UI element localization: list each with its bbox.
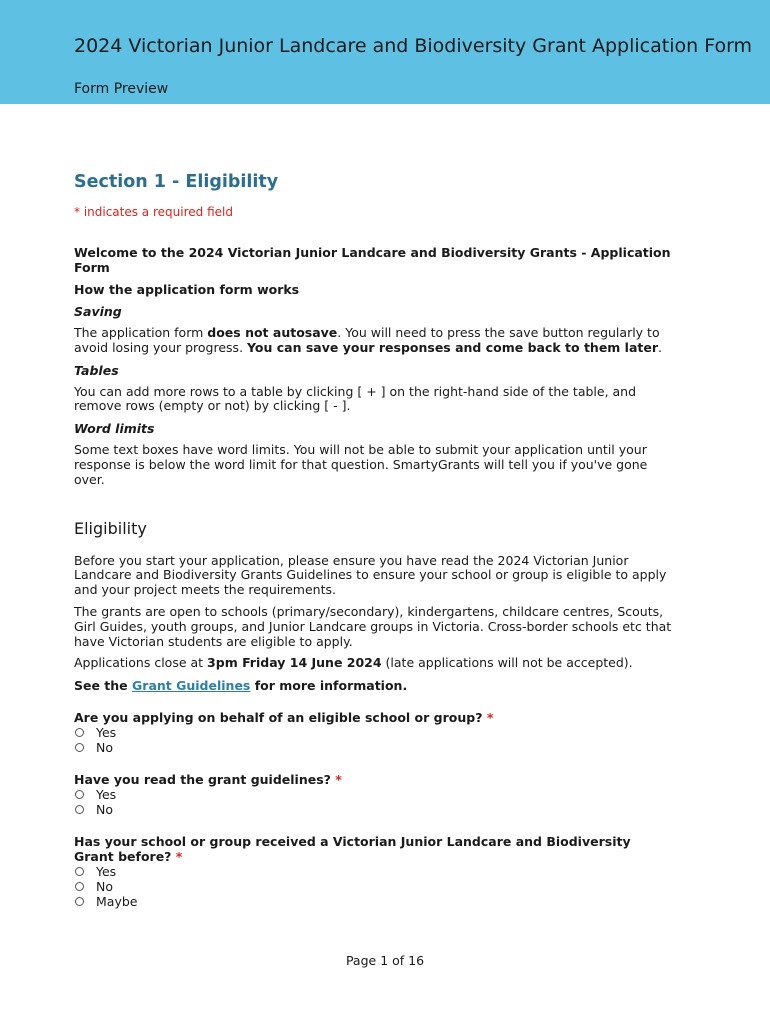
saving-bold-1: does not autosave [207,325,338,340]
grant-guidelines-link[interactable]: Grant Guidelines [132,678,251,694]
question-read-guidelines [74,772,674,787]
word-limits-paragraph: Some text boxes have word limits. You will not be able to submit your application until your response is below the word limit for that question. SmartyGrants will tell you if you've gone over. [74,442,648,487]
section-title: Section 1 - Eligibility [74,172,279,192]
question-label: Are you applying on behalf of an eligible school or group? [74,710,483,726]
question-label: Have you read the grant guidelines? [74,772,331,788]
option-no[interactable] [74,802,674,817]
eligibility-heading: Eligibility [74,518,147,538]
form-title: 2024 Victorian Junior Landcare and Biodiversity Grant Application Form [74,35,753,57]
option-no[interactable] [74,740,674,755]
radio-button[interactable] [75,790,84,799]
option-yes[interactable] [74,725,674,740]
radio-button[interactable] [75,743,84,752]
required-marker: * [335,772,342,788]
page-number: Page 1 of 16 [345,953,425,968]
question-label: Has your school or group received a Victorian Junior Landcare and Biodiversity Grant before? [74,834,631,865]
question-received-before [74,834,674,864]
form-header [0,0,770,104]
option-label: Maybe [96,894,138,910]
saving-text-1: The application form [74,325,208,340]
close-text-2: (late applications will not be accepted). [381,655,633,671]
saving-bold-2: You can save your responses and come back to them later [247,339,659,355]
option-label: No [96,740,113,756]
tables-heading: Tables [74,362,119,378]
option-label: No [96,802,113,818]
option-label: Yes [96,725,117,741]
saving-text-3: . [658,339,662,355]
close-text-1: Applications close at [74,655,208,671]
radio-button[interactable] [75,728,84,737]
form-content [74,170,674,909]
see-text-1: See the [74,678,133,694]
saving-text-2: . You will need to press the save button regularly to avoid losing your progress. [74,325,660,355]
option-label: Yes [96,864,117,880]
required-marker: * [486,710,494,726]
saving-heading: Saving [74,304,122,319]
guidelines-line [74,678,674,693]
question-eligible-group [74,710,674,725]
option-yes[interactable] [74,787,674,802]
radio-button[interactable] [75,897,84,906]
radio-button[interactable] [75,867,84,876]
close-date: 3pm Friday 14 June 2024 [207,655,382,671]
option-no[interactable] [74,879,674,894]
word-limits-heading: Word limits [74,421,155,437]
option-label: Yes [96,787,117,803]
option-label: No [96,879,113,895]
saving-paragraph [74,326,674,356]
eligibility-paragraph-2: The grants are open to schools (primary/secondary), kindergartens, childcare centres, Scouts, Girl Guides, youth groups, and Junior Landcare groups in Victoria. Cross-border schools etc that have Victorian students are eligible to apply. [74,603,672,649]
form-subtitle: Form Preview [74,81,169,97]
option-maybe[interactable] [74,894,674,909]
tables-paragraph: You can add more rows to a table by clicking [ + ] on the right-hand side of the table, and remove rows (empty or not) by clicking [ - ]. [74,383,637,414]
radio-button[interactable] [75,805,84,814]
option-yes[interactable] [74,864,674,879]
radio-button[interactable] [75,882,84,891]
welcome-heading: Welcome to the 2024 Victorian Junior Landcare and Biodiversity Grants - Application Form [74,245,671,275]
closing-date-paragraph [74,656,674,671]
required-note: * indicates a required field [74,205,233,219]
how-heading: How the application form works [74,282,300,297]
see-text-2: for more information. [250,678,408,694]
eligibility-paragraph-1: Before you start your application, please ensure you have read the 2024 Victorian Junior Landcare and Biodiversity Grants Guidelines to ensure your school or group is eligible to apply and your project meets the requirements. [74,552,667,598]
required-marker: * [175,849,183,865]
